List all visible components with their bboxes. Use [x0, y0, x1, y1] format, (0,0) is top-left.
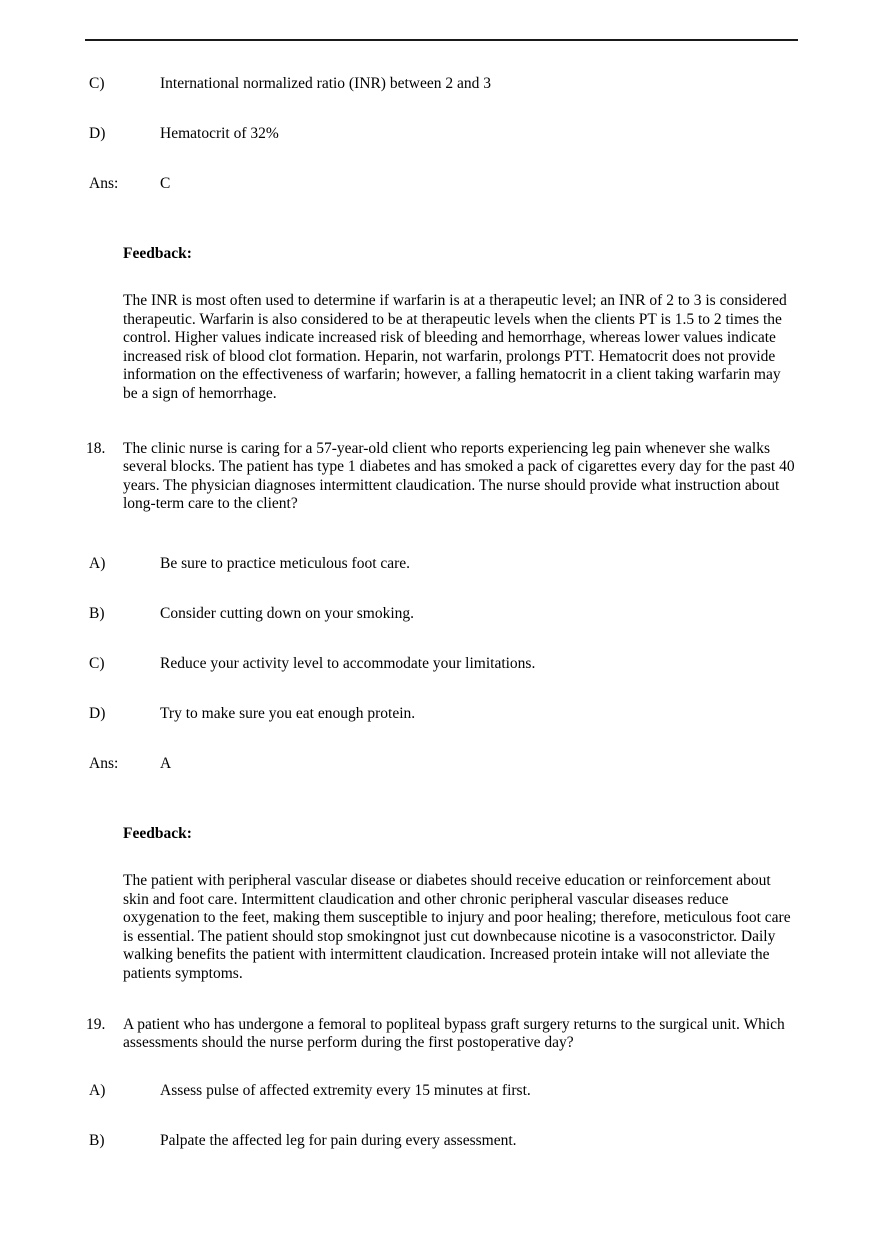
page-content: [0, 74, 880, 1181]
answer-option[interactable]: [0, 604, 880, 623]
answer-value: C: [160, 175, 171, 192]
question-block: [0, 1016, 880, 1053]
option-text: Assess pulse of affected extremity every 15 minutes at first.: [160, 1081, 531, 1099]
feedback-text: The INR is most often used to determine if warfarin is at a therapeutic level; an INR of 2 to 3 is considered therapeutic. Warfarin is also considered to be at therapeutic levels when the clients PT is 1.5 to 2 times the control. Higher values indicate increased risk of bleeding and hemorrhage, whereas lower values indicate increased risk of blood clot formation. Heparin, not warfarin, prolongs PTT. Hematocrit does not provide information on the effectiveness of warfarin; however, a falling hematocrit in a client taking warfarin may be a sign of hemorrhage.: [123, 292, 787, 402]
option-text: Consider cutting down on your smoking.: [160, 604, 415, 622]
answer-option[interactable]: [0, 704, 880, 723]
answer-label: Ans:: [89, 175, 119, 192]
feedback-block: [0, 244, 880, 404]
option-text: Reduce your activity level to accommodate your limitations.: [160, 654, 536, 672]
question-text: A patient who has undergone a femoral to popliteal bypass graft surgery returns to the surgical unit. Which assessments should the nurse perform during the first postoperative day?: [123, 1015, 785, 1052]
option-text: International normalized ratio (INR) between 2 and 3: [160, 75, 491, 92]
option-label: A): [89, 1081, 106, 1099]
feedback-heading: Feedback:: [123, 245, 192, 262]
answer-option[interactable]: [0, 1131, 880, 1150]
page-header-rule: [85, 39, 798, 41]
feedback-heading: Feedback:: [123, 824, 192, 842]
answer-row: [0, 174, 880, 193]
option-label: C): [89, 654, 105, 672]
option-text: Try to make sure you eat enough protein.: [160, 704, 416, 722]
answer-option[interactable]: [0, 554, 880, 573]
option-label: C): [89, 75, 105, 92]
question-text: The clinic nurse is caring for a 57-year-old client who reports experiencing leg pain whenever she walks several blocks. The patient has type 1 diabetes and has smoked a pack of cigarettes every day for the past 40 years. The physician diagnoses intermittent claudication. The nurse should provide what instruction about long-term care to the client?: [123, 439, 795, 513]
question-block: [0, 440, 880, 514]
question-number: 19.: [86, 1015, 106, 1033]
answer-option[interactable]: [0, 124, 880, 143]
answer-option[interactable]: [0, 1081, 880, 1100]
option-label: B): [89, 604, 105, 622]
option-text: Palpate the affected leg for pain during every assessment.: [160, 1131, 517, 1149]
option-label: D): [89, 704, 106, 722]
answer-value: A: [160, 754, 172, 772]
feedback-text: The patient with peripheral vascular disease or diabetes should receive education or reinforcement about skin and foot care. Intermittent claudication and other chronic peripheral vascular diseases reduce oxygenation to the feet, making them susceptible to injury and poor healing; therefore, meticulous foot care is essential. The patient should stop smokingnot just cut downbecause nicotine is a vasoconstrictor. Daily walking benefits the patient with intermittent claudication. Increased protein intake will not alleviate the patients symptoms.: [123, 871, 791, 982]
answer-row: [0, 754, 880, 773]
answer-option[interactable]: [0, 74, 880, 93]
option-text: Hematocrit of 32%: [160, 125, 279, 142]
option-text: Be sure to practice meticulous foot care.: [160, 554, 411, 572]
option-label: B): [89, 1131, 105, 1149]
question-number: 18.: [86, 439, 106, 457]
feedback-block: [0, 824, 880, 984]
answer-label: Ans:: [89, 754, 119, 772]
option-label: A): [89, 554, 106, 572]
answer-option[interactable]: [0, 654, 880, 673]
option-label: D): [89, 125, 106, 142]
